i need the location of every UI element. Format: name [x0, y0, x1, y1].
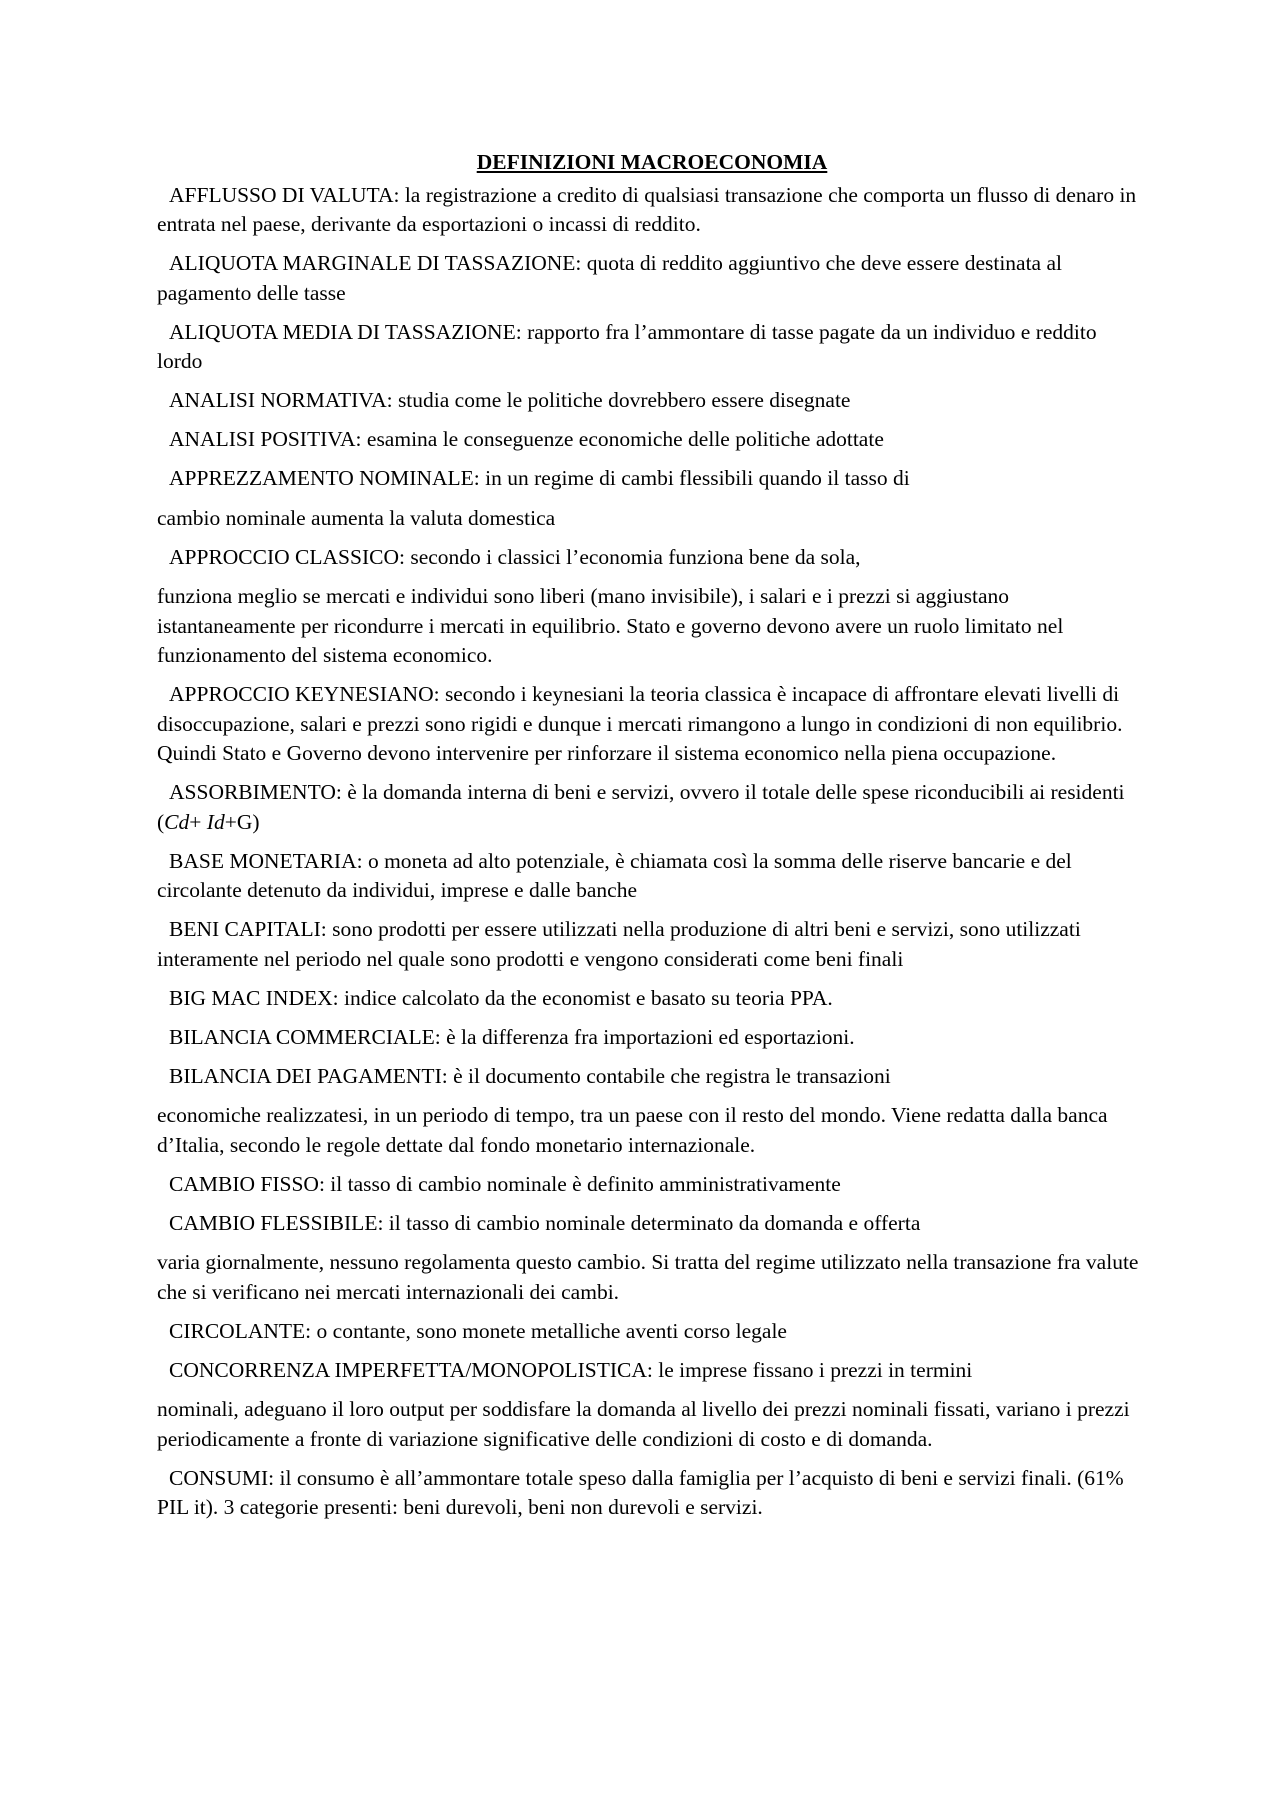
definition-text-continued: varia giornalmente, nessuno regolamenta questo cambio. Si tratta del regime utilizzato nella transazione fra valute che si verificano nei mercati internazionali dei cambi. [157, 1250, 1139, 1304]
definition-entry [157, 425, 1147, 455]
formula-plus: + [189, 809, 207, 834]
definition-entry [157, 318, 1147, 377]
definition-text: : o contante, sono monete metalliche aventi corso legale [305, 1318, 787, 1343]
definition-term: BENI CAPITALI [169, 917, 321, 941]
definition-first-line [157, 1356, 1147, 1386]
definition-term: ASSORBIMENTO [169, 780, 336, 804]
definition-entry [157, 1170, 1147, 1200]
definition-term: ANALISI POSITIVA [169, 427, 356, 451]
definition-entry [157, 847, 1147, 906]
definition-text: : in un regime di cambi flessibili quando il tasso di [473, 466, 910, 490]
definition-text: : la registrazione a credito di qualsiasi transazione che comporta un flusso di denaro in entrata nel paese, derivante da esportazioni o incassi di reddito. [157, 182, 1137, 236]
definition-text-continued: funziona meglio se mercati e individui sono liberi (mano invisibile), i salari e i prezzi si aggiustano istantaneamente per ricondurre i mercati in equilibrio. Stato e governo devono avere un ruolo limitato nel funzionamento del sistema economico. [157, 584, 1064, 667]
definition-entry [157, 181, 1147, 240]
definition-entry [157, 1062, 1147, 1161]
definition-text: : esamina le conseguenze economiche delle politiche adottate [355, 427, 884, 451]
definition-text: : il consumo è all’ammontare totale speso dalla famiglia per l’acquisto di beni e servizi finali. (61% PIL it). 3 categorie presenti: beni durevoli, beni non durevoli e servizi. [157, 1465, 1124, 1519]
definition-text: : le imprese fissano i prezzi in termini [646, 1357, 973, 1382]
definition-entry [157, 1356, 1147, 1455]
definition-term: ALIQUOTA MARGINALE DI TASSAZIONE [169, 251, 576, 275]
definition-first-line [157, 543, 1147, 573]
definition-entry [157, 543, 1147, 671]
definition-text: : il tasso di cambio nominale determinato da domanda e offerta [377, 1210, 921, 1235]
definition-text: : quota di reddito aggiuntivo che deve essere destinata al pagamento delle tasse [157, 251, 1062, 305]
definition-entry [157, 984, 1147, 1014]
definition-term: AFFLUSSO DI VALUTA [169, 182, 394, 207]
definition-text: : sono prodotti per essere utilizzati nella produzione di altri beni e servizi, sono utilizzati interamente nel periodo nel quale sono prodotti e vengono considerati come beni finali [157, 917, 1081, 971]
definition-term: CONSUMI [169, 1465, 269, 1490]
definition-term: BIG MAC INDEX [169, 985, 333, 1010]
definition-term: APPREZZAMENTO NOMINALE [169, 466, 474, 490]
definition-entry [157, 1209, 1147, 1308]
definition-first-line [157, 1209, 1147, 1239]
definition-term: BILANCIA COMMERCIALE [169, 1024, 435, 1049]
definition-text: : o moneta ad alto potenziale, è chiamata così la somma delle riserve bancarie e del circolante detenuto da individui, imprese e dalle banche [157, 848, 1072, 902]
formula-cd: Cd [164, 809, 190, 834]
definition-term: ANALISI NORMATIVA [169, 388, 387, 412]
definition-text: : secondo i keynesiani la teoria classica è incapace di affrontare elevati livelli di disoccupazione, salari e prezzi sono rigidi e dunque i mercati rimangono a lungo in condizioni di non equilibrio. Quindi Stato e Governo devono intervenire per rinforzare il sistema economico nella piena occupazione. [157, 682, 1123, 765]
definition-term: BILANCIA DEI PAGAMENTI [169, 1063, 442, 1088]
definition-text: : indice calcolato da the economist e basato su teoria PPA. [332, 985, 833, 1010]
definition-term: APPROCCIO KEYNESIANO [169, 682, 434, 706]
definition-entry [157, 680, 1147, 769]
document-page [157, 148, 1147, 1532]
definition-text-continued: nominali, adeguano il loro output per soddisfare la domanda al livello dei prezzi nominali fissati, variano i prezzi periodicamente a fronte di variazione significative delle condizioni di costo e di domanda. [157, 1397, 1130, 1451]
definition-entry [157, 464, 1147, 533]
definition-text: : secondo i classici l’economia funziona bene da sola, [399, 544, 861, 569]
definition-entry [157, 915, 1147, 974]
definition-entry [157, 386, 1147, 416]
definition-term: CONCORRENZA IMPERFETTA/MONOPOLISTICA [169, 1357, 647, 1382]
definition-term: CIRCOLANTE [169, 1318, 306, 1343]
definition-entry [157, 778, 1147, 837]
definition-text: : studia come le politiche dovrebbero essere disegnate [386, 388, 851, 412]
definition-text: : è la domanda interna di beni e servizi, ovvero il totale delle spese riconducibili ai residenti ( [157, 780, 1125, 834]
definition-text: : rapporto fra l’ammontare di tasse pagate da un individuo e reddito lordo [157, 319, 1097, 373]
definition-first-line [157, 464, 1147, 494]
formula-id: Id [206, 809, 225, 834]
formula-tail: +G) [224, 809, 260, 834]
definition-text-continued: cambio nominale aumenta la valuta domestica [157, 505, 556, 530]
definition-term: CAMBIO FLESSIBILE [169, 1210, 378, 1235]
definition-text: : è il documento contabile che registra le transazioni [441, 1063, 891, 1088]
document-title: DEFINIZIONI MACROECONOMIA [476, 150, 828, 174]
definition-entry [157, 249, 1147, 308]
definition-term: ALIQUOTA MEDIA DI TASSAZIONE [169, 319, 516, 344]
definition-term: CAMBIO FISSO [169, 1171, 319, 1196]
definition-term: BASE MONETARIA [169, 848, 357, 873]
definition-text: : è la differenza fra importazioni ed esportazioni. [434, 1024, 855, 1049]
definition-entry [157, 1464, 1147, 1523]
definition-text: : il tasso di cambio nominale è definito amministrativamente [318, 1171, 841, 1196]
definition-term: APPROCCIO CLASSICO [169, 544, 399, 569]
definition-text-continued: economiche realizzatesi, in un periodo di tempo, tra un paese con il resto del mondo. Viene redatta dalla banca d’Italia, secondo le regole dettate dal fondo monetario internazionale. [157, 1103, 1108, 1157]
definition-first-line [157, 1062, 1147, 1092]
definition-entry [157, 1023, 1147, 1053]
definition-entry [157, 1317, 1147, 1347]
